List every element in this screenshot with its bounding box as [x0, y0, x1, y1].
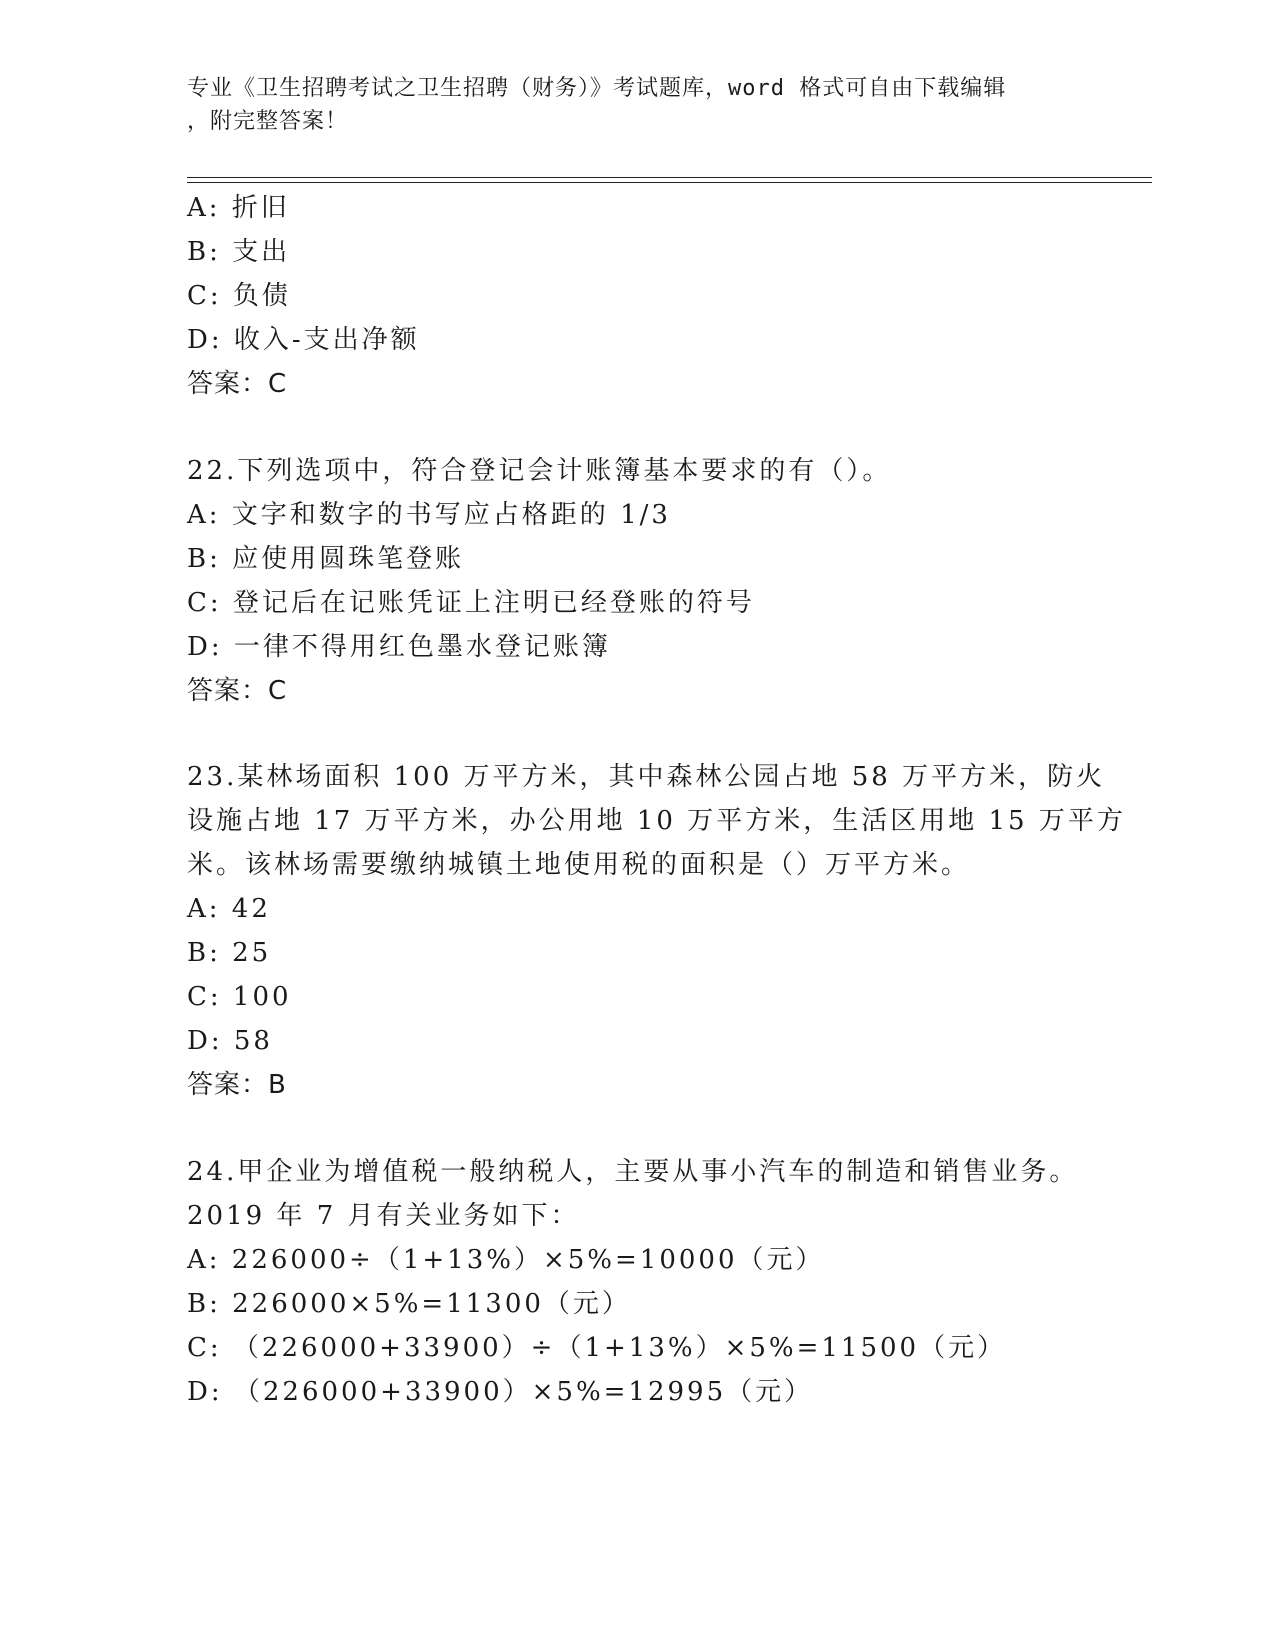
- q23-answer: 答案：B: [187, 1070, 287, 1100]
- q21-option-c: C: 负债: [187, 281, 291, 311]
- q23-option-b: B: 25: [187, 938, 272, 968]
- q23-option-c: C: 100: [187, 982, 292, 1012]
- document-header: [187, 72, 1067, 138]
- q22-answer: 答案：C: [187, 676, 288, 706]
- q23-option-d: D: 58: [187, 1026, 273, 1056]
- q24-option-a: A: 226000÷（1+13%）×5%=10000（元）: [187, 1245, 825, 1275]
- q21-option-d: D: 收入-支出净额: [187, 325, 420, 355]
- header-line-1: 专业《卫生招聘考试之卫生招聘（财务）》考试题库，word 格式可自由下载编辑: [187, 76, 1007, 101]
- header-divider-top: [187, 177, 1152, 178]
- q23-stem-line-1: 23.某林场面积 100 万平方米，其中森林公园占地 58 万平方米，防火: [187, 762, 1106, 792]
- q23-stem-line-2: 设施占地 17 万平方米，办公用地 10 万平方米，生活区用地 15 万平方: [187, 806, 1126, 836]
- q21-option-b: B: 支出: [187, 237, 291, 267]
- q22-stem: 22.下列选项中，符合登记会计账簿基本要求的有（）。: [187, 456, 892, 486]
- header-line-2: ，附完整答案！: [187, 109, 349, 134]
- q22-option-d: D: 一律不得用红色墨水登记账簿: [187, 632, 611, 662]
- q24-option-b: B: 226000×5%=11300（元）: [187, 1289, 631, 1319]
- q24-stem-line-2: 2019 年 7 月有关业务如下：: [187, 1201, 580, 1231]
- q22-option-a: A: 文字和数字的书写应占格距的 1/3: [187, 500, 671, 530]
- q22-option-c: C: 登记后在记账凭证上注明已经登账的符号: [187, 588, 755, 618]
- q24-stem-line-1: 24.甲企业为增值税一般纳税人，主要从事小汽车的制造和销售业务。: [187, 1157, 1079, 1187]
- q21-answer: 答案：C: [187, 369, 288, 399]
- q24-option-d: D: （226000+33900）×5%=12995（元）: [187, 1377, 814, 1407]
- q23-stem-line-3: 米。该林场需要缴纳城镇土地使用税的面积是（）万平方米。: [187, 850, 971, 880]
- header-divider-bottom: [187, 182, 1152, 183]
- q24-option-c: C: （226000+33900）÷（1+13%）×5%=11500（元）: [187, 1333, 1007, 1363]
- q21-option-a: A: 折旧: [187, 193, 290, 223]
- q23-option-a: A: 42: [187, 894, 271, 924]
- q22-option-b: B: 应使用圆珠笔登账: [187, 544, 465, 574]
